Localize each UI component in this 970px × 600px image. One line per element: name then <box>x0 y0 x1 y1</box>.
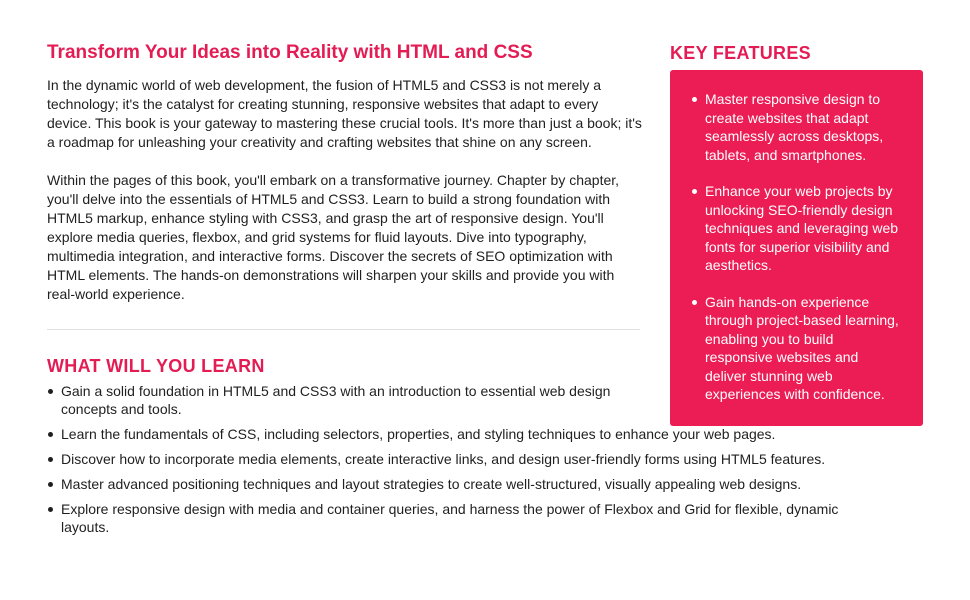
feature-list-item: Gain hands-on experience through project-based learning, enabling you to build responsive websites and deliver stunning web experiences with confidence. <box>691 293 901 404</box>
key-features-heading: KEY FEATURES <box>670 43 811 63</box>
key-features-box <box>670 70 923 426</box>
feature-list-item: Master responsive design to create websites that adapt seamlessly across desktops, tablets, and smartphones. <box>691 90 901 164</box>
feature-list <box>691 90 901 404</box>
learn-heading: WHAT WILL YOU LEARN <box>47 356 265 376</box>
page-title: Transform Your Ideas into Reality with HTML and CSS <box>47 42 533 63</box>
learn-list-item: Discover how to incorporate media elements, create interactive links, and design user-friendly forms using HTML5 features. <box>47 450 887 468</box>
feature-list-item: Enhance your web projects by unlocking SEO-friendly design techniques and leveraging web fonts for superior visibility and aesthetics. <box>691 182 901 275</box>
section-divider <box>47 329 640 330</box>
journey-paragraph: Within the pages of this book, you'll embark on a transformative journey. Chapter by chapter, you'll delve into the essentials of HTML5 and CSS3. Learn to build a strong foundation with HTML5 markup, enhance styling with CSS3, and grasp the art of responsive design. You'll explore media queries, flexbox, and grid systems for fluid layouts. Dive into typography, multimedia integration, and interactive forms. Discover the secrets of SEO optimization with HTML elements. The hands-on demonstrations will sharpen your skills and provide you with real-world experience. <box>47 172 620 302</box>
learn-list-item: Master advanced positioning techniques and layout strategies to create well-structured, visually appealing web designs. <box>47 475 887 493</box>
learn-list-item: Gain a solid foundation in HTML5 and CSS3 with an introduction to essential web design concepts and tools. <box>47 382 647 418</box>
learn-list-item: Learn the fundamentals of CSS, including selectors, properties, and styling techniques to enhance your web pages. <box>47 425 887 443</box>
intro-paragraph: In the dynamic world of web development, the fusion of HTML5 and CSS3 is not merely a technology; it's the catalyst for creating stunning, responsive websites that adapt to every device. This book is your gateway to mastering these crucial tools. It's more than just a book; it's a roadmap for unleashing your creativity and crafting websites that shine on any screen. <box>47 77 642 150</box>
learn-list-item: Explore responsive design with media and container queries, and harness the power of Flexbox and Grid for flexible, dynamic layouts. <box>47 500 887 536</box>
key-features-panel <box>670 40 924 426</box>
